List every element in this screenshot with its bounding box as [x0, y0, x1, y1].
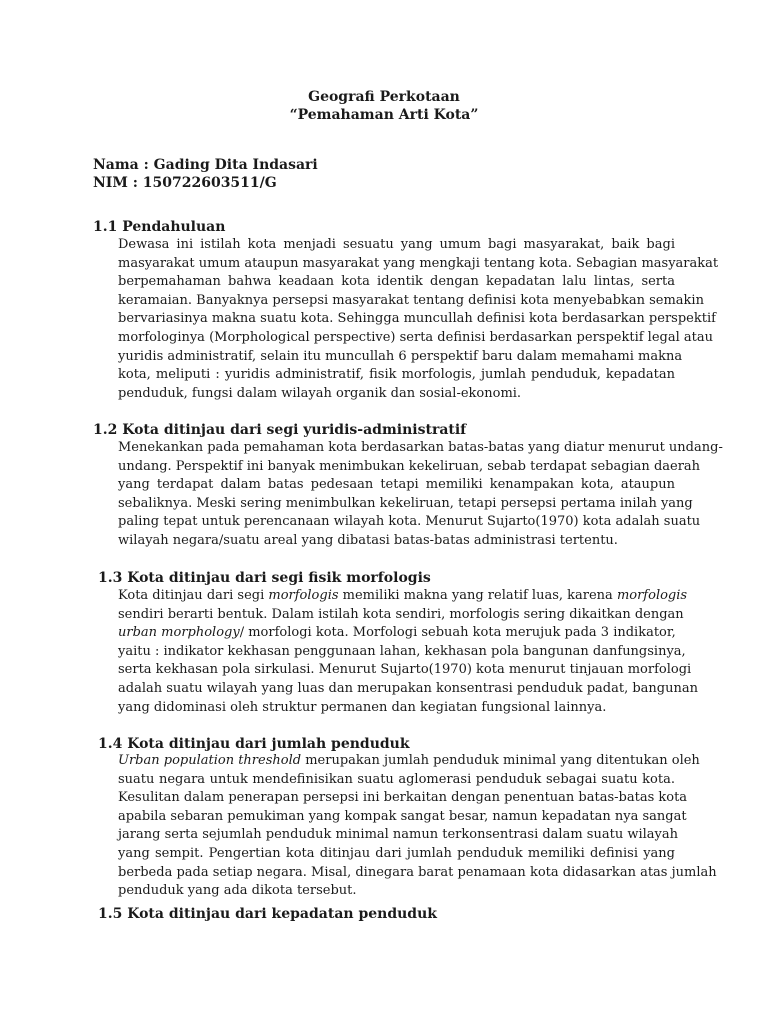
paragraph-line: penduduk yang ada dikota tersebut.: [118, 883, 357, 899]
section-heading: 1.4 Kota ditinjau dari jumlah penduduk: [98, 736, 410, 752]
paragraph-line: jarang serta sejumlah penduduk minimal namun terkonsentrasi dalam suatu wilayah: [118, 827, 678, 843]
paragraph-line: Menekankan pada pemahaman kota berdasarkan batas-batas yang diatur menurut undang-: [118, 440, 723, 455]
section-heading: 1.1 Pendahuluan: [93, 219, 226, 235]
paragraph-line: Kesulitan dalam penerapan persepsi ini berkaitan dengan penentuan batas-batas kota: [118, 790, 688, 806]
section-paragraph: [118, 439, 723, 551]
paragraph-line: adalah suatu wilayah yang luas dan merupakan konsentrasi penduduk padat, bangunan: [118, 680, 698, 696]
paragraph-line: undang. Perspektif ini banyak menimbukan kekeliruan, sebab terdapat sebagian daerah: [118, 458, 701, 474]
document-subtitle: “Pemahaman Arti Kota”: [289, 107, 479, 123]
paragraph-line: apabila sebaran pemukiman yang kompak sangat besar, namun kepadatan nya sangat: [118, 808, 687, 824]
paragraph-line: sendiri berarti bentuk. Dalam istilah kota sendiri, morfologis sering dikaitkan dengan: [118, 606, 684, 622]
section-heading: 1.2 Kota ditinjau dari segi yuridis-administratif: [93, 422, 467, 438]
paragraph-line: wilayah negara/suatu areal yang dibatasi batas-batas administrasi tertentu.: [118, 532, 618, 548]
paragraph-line: paling tepat untuk perencanaan wilayah kota. Menurut Sujarto(1970) kota adalah suatu: [118, 514, 701, 530]
paragraph-line: bervariasinya makna suatu kota. Sehingga muncullah definisi kota berdasarkan perspektif: [118, 311, 716, 327]
paragraph-line: penduduk, fungsi dalam wilayah organik dan sosial-ekonomi.: [118, 385, 522, 401]
paragraph-line: morfologinya (Morphological perspective) serta definisi berdasarkan perspektif legal atau: [118, 329, 713, 345]
paragraph-line: Dewasa ini istilah kota menjadi sesuatu yang umum bagi masyarakat, baik bagi: [118, 237, 675, 252]
paragraph-line: serta kekhasan pola sirkulasi. Menurut Sujarto(1970) kota menurut tinjauan morfologi: [118, 662, 692, 678]
section-paragraph: [118, 236, 719, 403]
paragraph-line: berpemahaman bahwa keadaan kota identik dengan kepadatan lalu lintas, serta: [118, 274, 675, 290]
section-paragraph: [118, 752, 717, 901]
paragraph-line: kota, meliputi : yuridis administratif, fisik morfologis, jumlah penduduk, kepadatan: [118, 367, 675, 383]
paragraph-line: berbeda pada setiap negara. Misal, dinegara barat penamaan kota didasarkan atas jumlah: [118, 864, 717, 880]
paragraph-line: suatu negara untuk mendefinisikan suatu aglomerasi penduduk sebagai suatu kota.: [118, 771, 675, 787]
paragraph-line: yang didominasi oleh struktur permanen dan kegiatan fungsional lainnya.: [118, 699, 607, 715]
section-paragraph: [118, 587, 698, 717]
paragraph-line: masyarakat umum ataupun masyarakat yang mengkaji tentang kota. Sebagian masyarakat: [118, 255, 719, 271]
paragraph-line: yaitu : indikator kekhasan penggunaan lahan, kekhasan pola bangunan danfungsinya,: [118, 643, 686, 659]
author-name: Nama : Gading Dita Indasari: [93, 157, 318, 173]
paragraph-line: urban morphology/ morfologi kota. Morfologi sebuah kota merujuk pada 3 indikator,: [118, 625, 676, 641]
paragraph-line: yang sempit. Pengertian kota ditinjau dari jumlah penduduk memiliki definisi yang: [118, 845, 675, 861]
paragraph-line: yang terdapat dalam batas pedesaan tetapi memiliki kenampakan kota, ataupun: [118, 477, 675, 493]
paragraph-line: Urban population threshold merupakan jumlah penduduk minimal yang ditentukan oleh: [118, 753, 700, 768]
section-heading: 1.5 Kota ditinjau dari kepadatan penduduk: [98, 906, 437, 922]
paragraph-line: yuridis administratif, selain itu muncullah 6 perspektif baru dalam memahami makna: [118, 348, 683, 364]
author-nim: NIM : 150722603511/G: [93, 175, 277, 191]
paragraph-line: keramaian. Banyaknya persepsi masyarakat tentang definisi kota menyebabkan semakin: [118, 292, 704, 308]
paragraph-line: sebaliknya. Meski sering menimbulkan kekeliruan, tetapi persepsi pertama inilah yang: [118, 495, 693, 511]
document-title: Geografi Perkotaan: [308, 89, 460, 105]
paragraph-line: Kota ditinjau dari segi morfologis memiliki makna yang relatif luas, karena morfologis: [118, 588, 688, 603]
section-heading: 1.3 Kota ditinjau dari segi fisik morfologis: [98, 570, 431, 586]
